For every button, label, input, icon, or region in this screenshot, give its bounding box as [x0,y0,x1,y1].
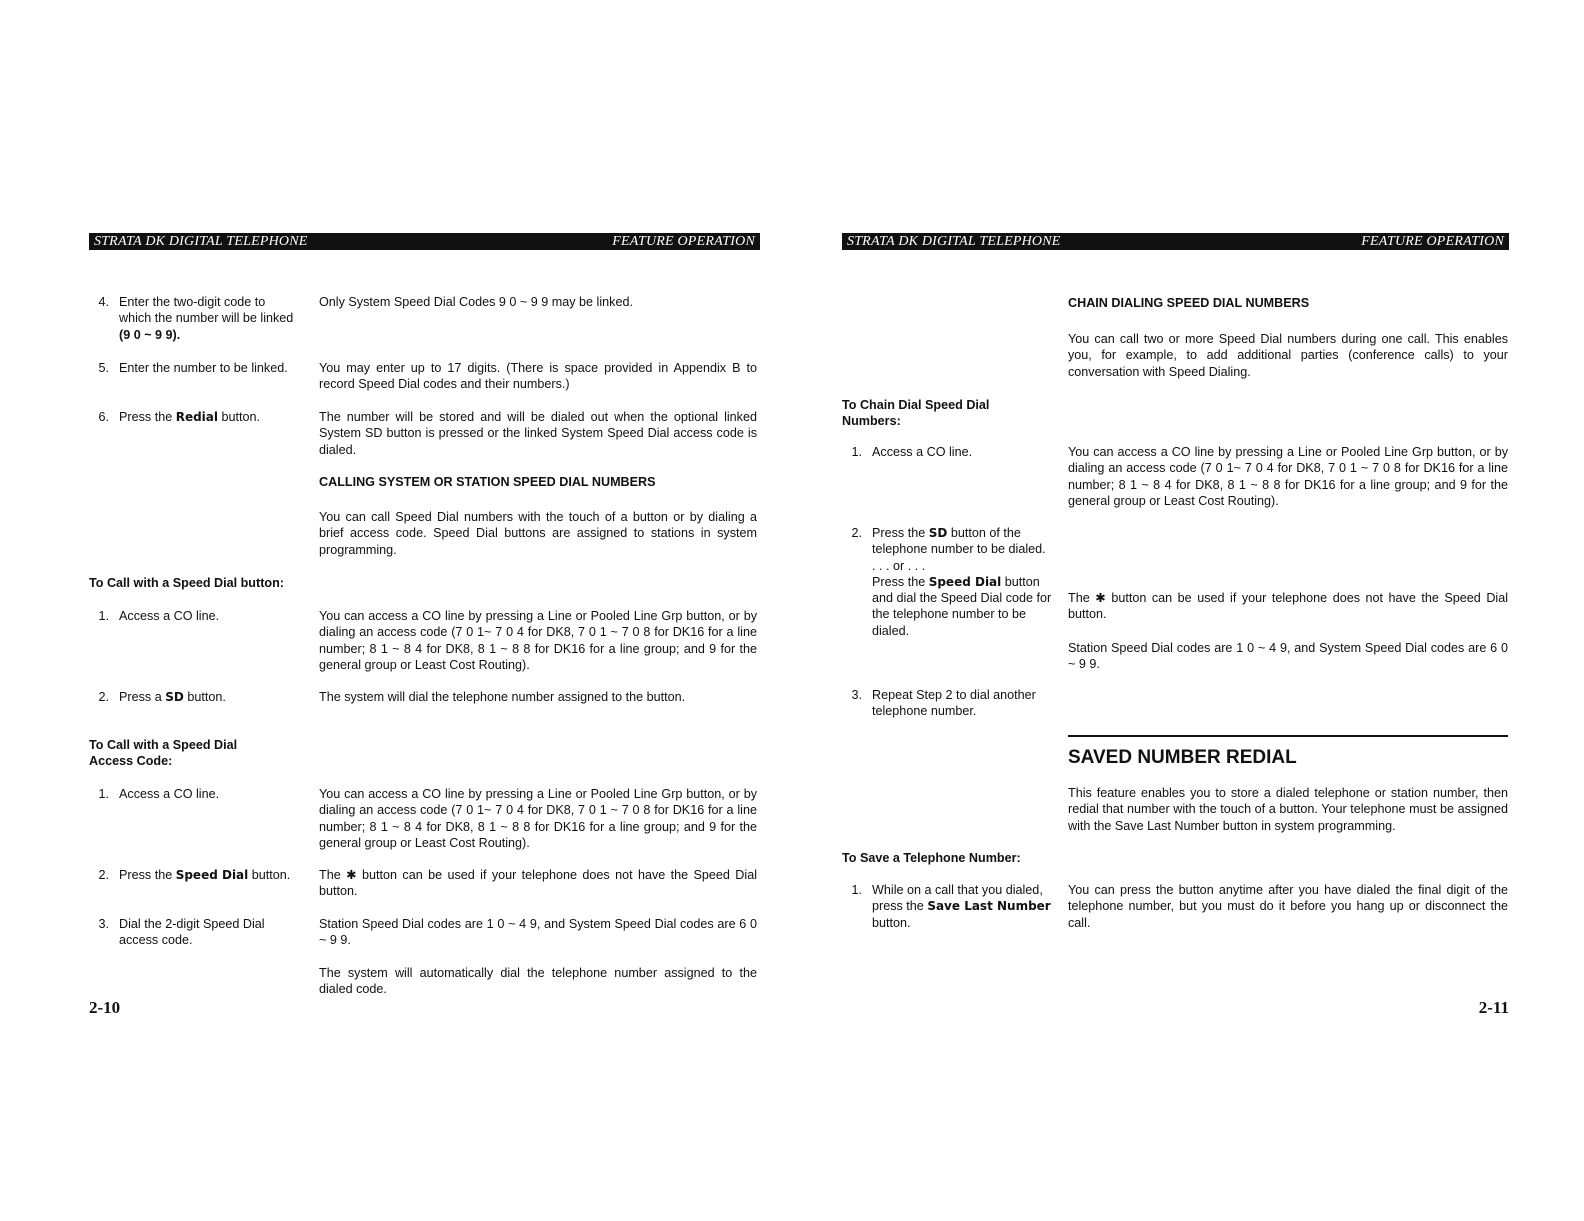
section-chain-desc: You can call two or more Speed Dial numbers during one call. This enables you, for example, to add additional parties (conference calls) to your conversation with Speed Dialing. [1068,332,1508,379]
save-step-1-desc: You can press the button anytime after you have dialed the final digit of the telephone number, but you must do it before you hang up or disconnect the call. [1068,883,1508,930]
header-right-title: FEATURE OPERATION [612,233,755,249]
sd-button-name: SD [928,526,948,540]
chain-step-3-text: Repeat Step 2 to dial another telephone number. [872,688,1036,719]
access-step-1-desc: You can access a CO line by pressing a Line or Pooled Line Grp button, or by dialing an access code (7 0 1~ 7 0 4 for DK8, 7 0 1 ~ 7 0 8 for DK16 for a line number; 8 1 ~ 8 4 for DK8, 8 1 ~ 8 8 for DK16 for a line group; and 9 for the general group or Least Cost Routing). [319,787,757,850]
section-calling-desc: You can call Speed Dial numbers with the touch of a button or by dialing a brief access code. Speed Dial buttons are assigned to stations in system programming. [319,510,757,557]
access-step-1-text: Access a CO line. [119,787,220,801]
button-step-1-desc: You can access a CO line by pressing a Line or Pooled Line Grp button, or by dialing an access code (7 0 1~ 7 0 4 for DK8, 7 0 1 ~ 7 0 8 for DK16 for a line number; 8 1 ~ 8 4 for DK8, 8 1 ~ 8 8 for DK16 for a line group; and 9 for the general group or Least Cost Routing). [319,609,757,672]
page-number-right: 2-11 [1478,998,1509,1017]
access-step-2-desc: The ✱ button can be used if your telephone does not have the Speed Dial button. [319,868,757,899]
chain-step-1-text: Access a CO line. [872,445,973,459]
button-step-1-text: Access a CO line. [119,609,220,623]
speed-dial-button-name: Speed Dial [175,868,249,882]
step-4-desc: Only System Speed Dial Codes 9 0 ~ 9 9 may be linked. [319,295,633,309]
star-icon: ✱ [346,868,357,882]
section-saved-desc: This feature enables you to store a dialed telephone or station number, then redial that number with the touch of a button. Your telephone must be assigned with the Save Last Number button in system programming. [1068,786,1508,833]
button-step-2-desc: The system will dial the telephone number assigned to the button. [319,690,686,704]
redial-button-name: Redial [175,410,218,424]
access-step-3-desc-2: The system will automatically dial the telephone number assigned to the dialed code. [319,966,757,997]
header-left-title: STRATA DK DIGITAL TELEPHONE [94,233,308,249]
subheading-access-code: To Call with a Speed Dial Access Code: [89,738,238,769]
chain-step-1-desc: You can access a CO line by pressing a Line or Pooled Line Grp button, or by dialing an access code (7 0 1~ 7 0 4 for DK8, 7 0 1 ~ 7 0 8 for DK16 for a line number; 8 1 ~ 8 4 for DK8, 8 1 ~ 8 8 for DK16 for a line group; and 9 for the general group or Least Cost Routing). [1068,445,1508,508]
subheading-speed-dial-button: To Call with a Speed Dial button: [89,576,284,590]
right-page: STRATA DK DIGITAL TELEPHONE FEATURE OPERATION CHAIN DIALING SPEED DIAL NUMBERS You can call two or more Speed Dial numbers during one call. This enables you, for example, to add additional parties (conference calls) to your conversation with Speed Dialing. To Chain Dial Speed Dial Numbers: 1. Access a CO line. You can access a CO line by pressing a Line or Pooled Line Grp button, or by dialing an access code (7 0 1~ 7 0 4 for DK8, 7 0 1 ~ 7 0 8 for DK16 for a line number; 8 1 ~ 8 4 for DK8, 8 1 ~ 8 8 for DK16 for a line group; and 9 for the general group or Least Cost Routing). 2. Press the SD button of the telephone number to be dialed. . . . or . . . Press the Speed Dial button and dial the Speed Dial code for the telephone number to be dialed. The ✱ button can be used if your telephone does not have the Speed Dial button. Station Speed Dial codes are 1 0 ~ 4 9, and System Speed Dial codes are 6 0 ~ 9 9. 3. Repeat Step 2 to dial another telephone number. SAVED NUMBER REDIAL This feature enables you to store a dialed telephone or station number, then redial that number with the touch of a button. Your telephone must be assigned with the Save Last Number button in system programming. To Save a Telephone Number: 1. While on a call that you dialed, press the Save Last Number button. You can press the button anytime after you have dialed the final digit of the telephone number, but you must do it before you hang up or disconnect the call. 2-11 [842,233,1509,1017]
access-step-3-text: Dial the 2-digit Speed Dial access code. [119,917,265,948]
chain-step-2-desc-2: Station Speed Dial codes are 1 0 ~ 4 9, and System Speed Dial codes are 6 0 ~ 9 9. [1068,641,1508,672]
chain-step-2-desc: The ✱ button can be used if your telephone does not have the Speed Dial button. [1068,591,1509,622]
star-icon: ✱ [1095,591,1106,605]
section-heading-calling: CALLING SYSTEM OR STATION SPEED DIAL NUMBERS [319,475,656,489]
step-5-text: Enter the number to be linked. [119,361,288,375]
step-4-text: Enter the two-digit code to which the number will be linked [119,295,294,326]
step-6-desc: The number will be stored and will be dialed out when the optional linked System SD button is pressed or the linked System Speed Dial access code is dialed. [319,410,757,457]
running-header-left [89,233,760,250]
speed-dial-button-name: Speed Dial [928,574,1002,589]
step-4-code: (9 0 ~ 9 9). [119,327,181,342]
header-right-title: FEATURE OPERATION [1361,233,1504,249]
left-page: STRATA DK DIGITAL TELEPHONE FEATURE OPERATION 4. Enter the two-digit code to which the number will be linked (9 0 ~ 9 9). Only System Speed Dial Codes 9 0 ~ 9 9 may be linked. 5. Enter the number to be linked. You may enter up to 17 digits. (There is space provided in Appendix B to record Speed Dial codes and their numbers.) 6. Press the Redial button. The number will be stored and will be dialed out when the optional linked System SD button is pressed or the linked System Speed Dial access code is dialed. CALLING SYSTEM OR STATION SPEED DIAL NUMBERS You can call Speed Dial numbers with the touch of a button or by dialing a brief access code. Speed Dial buttons are assigned to stations in system programming. To Call with a Speed Dial button: 1. Access a CO line. You can access a CO line by pressing a Line or Pooled Line Grp button, or by dialing an access code (7 0 1~ 7 0 4 for DK8, 7 0 1 ~ 7 0 8 for DK16 for a line number; 8 1 ~ 8 4 for DK8, 8 1 ~ 8 8 for DK16 for a line group; and 9 for the general group or Least Cost Routing). 2. Press a SD button. The system will dial the telephone number assigned to the button. To Call with a Speed Dial Access Code: 1. Access a CO line. You can access a CO line by pressing a Line or Pooled Line Grp button, or by dialing an access code (7 0 1~ 7 0 4 for DK8, 7 0 1 ~ 7 0 8 for DK16 for a line number; 8 1 ~ 8 4 for DK8, 8 1 ~ 8 8 for DK16 for a line group; and 9 for the general group or Least Cost Routing). 2. Press the Speed Dial button. The ✱ button can be used if your telephone does not have the Speed Dial button. 3. Dial the 2-digit Speed Dial access code. Station Speed Dial codes are 1 0 ~ 4 9, and System Speed Dial codes are 6 0 ~ 9 9. The system will automatically dial the telephone number assigned to the dialed code. 2-10 [89,233,760,250]
section-divider [1068,735,1508,737]
access-step-3-desc: Station Speed Dial codes are 1 0 ~ 4 9, and System Speed Dial codes are 6 0 ~ 9 9. [319,917,757,948]
subheading-save-number: To Save a Telephone Number: [842,851,1021,865]
save-last-number-button-name: Save Last Number [927,899,1051,914]
sd-button-name: SD [165,690,184,704]
page-number-left: 2-10 [89,998,121,1017]
subheading-chain-dial: To Chain Dial Speed Dial Numbers: [842,398,990,429]
header-left-title: STRATA DK DIGITAL TELEPHONE [847,233,1061,249]
step-5-desc: You may enter up to 17 digits. (There is space provided in Appendix B to record Speed Dial codes and their numbers.) [319,361,757,392]
or-separator: . . . or . . . [872,558,926,573]
section-heading-chain: CHAIN DIALING SPEED DIAL NUMBERS [1068,296,1310,310]
section-heading-saved: SAVED NUMBER REDIAL [1068,747,1297,768]
